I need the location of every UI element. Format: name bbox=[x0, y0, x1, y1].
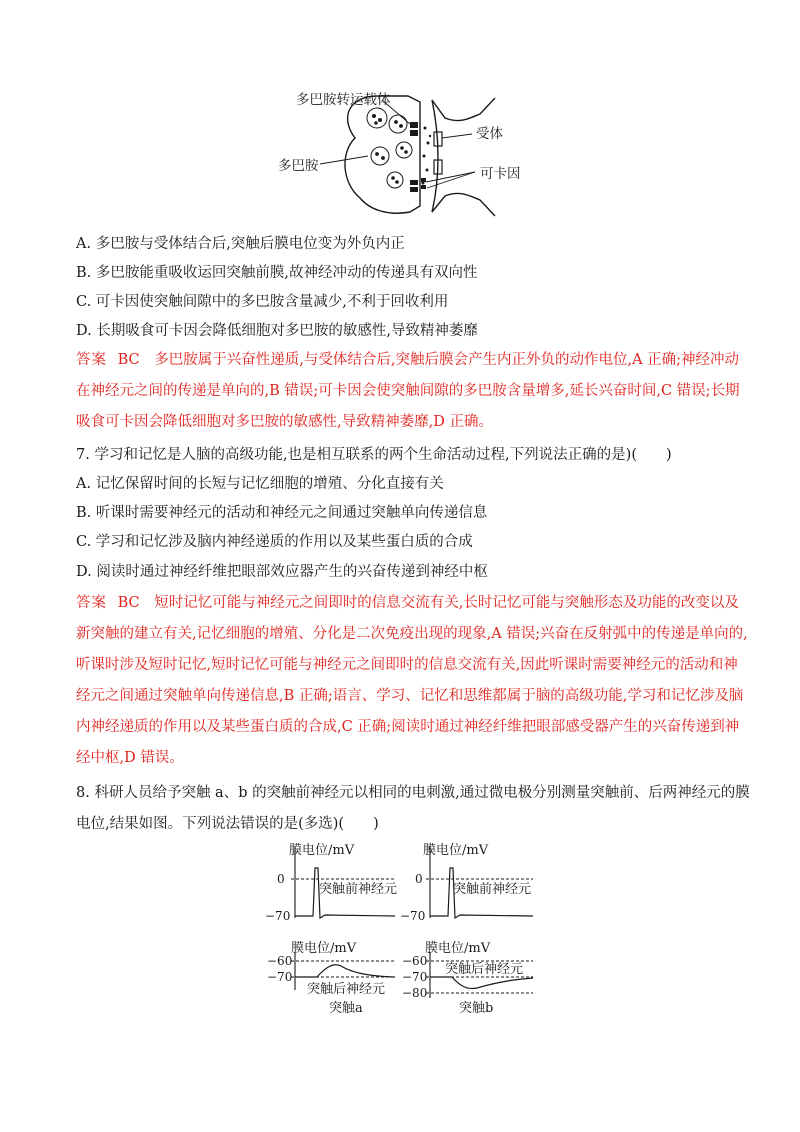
q7-answer-label: 答案 bbox=[76, 595, 107, 611]
q6-answer-line-2: 在神经元之间的传递是单向的,B 错误;可卡因会使突触间隙的多巴胺含量增多,延长兴奋时间,C 错误;长期 bbox=[76, 383, 740, 399]
panel-bottom-right bbox=[402, 940, 533, 1016]
bl-curve-label: 突触后神经元 bbox=[307, 982, 386, 997]
q8-stem-line-1: 8. 科研人员给予突触 a、b 的突触前神经元以相同的电刺激,通过微电极分别测量突触前、后两神经元的膜 bbox=[76, 785, 750, 801]
curve-bottom-right bbox=[430, 977, 533, 989]
q6-answer-label: 答案 bbox=[76, 352, 107, 368]
panel-bottom-left bbox=[267, 940, 395, 1016]
tl-curve-label: 突触前神经元 bbox=[319, 882, 398, 897]
q7-answer-line-2: 新突触的建立有关,记忆细胞的增殖、分化是二次免疫出现的现象,A 错误;兴奋在反射弧中的传递是单向的, bbox=[76, 626, 748, 642]
tr-curve-label: 突触前神经元 bbox=[453, 882, 532, 897]
curve-bottom-left bbox=[295, 965, 395, 977]
transporter bbox=[410, 122, 418, 192]
br-ylabel: 膜电位/mV bbox=[425, 941, 491, 956]
q7-stem: 7. 学习和记忆是人脑的高级功能,也是相互联系的两个生命活动过程,下列说法正确的是)( ) bbox=[76, 447, 672, 463]
q8-stem-line-2: 电位,结果如图。下列说法错误的是(多选)( ) bbox=[76, 816, 379, 832]
bl-caption: 突触a bbox=[329, 1001, 363, 1016]
q7-option-a: A. 记忆保留时间的长短与记忆细胞的增殖、分化直接有关 bbox=[76, 476, 444, 492]
q6-option-b: B. 多巴胺能重吸收运回突触前膜,故神经冲动的传递具有双向性 bbox=[76, 265, 478, 281]
tl-tick-m70: −70 bbox=[265, 909, 291, 923]
br-tick-m60: −60 bbox=[402, 954, 428, 968]
dopamine-dots bbox=[422, 127, 432, 185]
bl-tick-m70: −70 bbox=[267, 970, 293, 984]
q7-answer-text-1: 短时记忆可能与神经元之间即时的信息交流有关,长时记忆可能与突触形态及功能的改变以及 bbox=[154, 595, 739, 611]
q7-answer-line-6: 经中枢,D 错误。 bbox=[76, 750, 184, 766]
panel-top-right bbox=[400, 842, 533, 923]
q6-option-a: A. 多巴胺与受体结合后,突触后膜电位变为外负内正 bbox=[76, 236, 405, 252]
q7-answer-line-5: 内神经递质的作用以及某些蛋白质的合成,C 正确;阅读时通过神经纤维把眼部感受器产生的兴奋传递到神 bbox=[76, 719, 740, 735]
q7-answer-line-3: 听课时涉及短时记忆,短时记忆可能与神经元之间即时的信息交流有关,因此听课时需要神经元的活动和神 bbox=[76, 657, 738, 673]
q7-answer-code: BC bbox=[117, 595, 140, 611]
br-tick-m70: −70 bbox=[402, 970, 428, 984]
bl-ylabel: 膜电位/mV bbox=[291, 941, 357, 956]
tr-tick-0: 0 bbox=[415, 872, 423, 886]
q6-answer-code: BC bbox=[117, 352, 140, 368]
q6-option-c: C. 可卡因使突触间隙中的多巴胺含量减少,不利于回收利用 bbox=[76, 294, 449, 310]
panel-top-left bbox=[265, 842, 397, 923]
br-caption: 突触b bbox=[459, 1001, 494, 1016]
br-curve-label: 突触后神经元 bbox=[445, 962, 524, 977]
q7-option-c: C. 学习和记忆涉及脑内神经递质的作用以及某些蛋白质的合成 bbox=[76, 534, 473, 550]
presynaptic-terminal bbox=[345, 96, 420, 213]
label-dopamine: 多巴胺 bbox=[278, 158, 319, 174]
q7-answer-line-1 bbox=[76, 593, 739, 613]
q6-answer-line-1 bbox=[76, 350, 740, 370]
q7-option-d: D. 阅读时通过神经纤维把眼部效应器产生的兴奋传递到神经中枢 bbox=[76, 564, 488, 580]
q6-option-d: D. 长期吸食可卡因会降低细胞对多巴胺的敏感性,导致精神萎靡 bbox=[76, 323, 478, 339]
tr-tick-m70: −70 bbox=[400, 909, 426, 923]
br-tick-m80: −80 bbox=[402, 986, 428, 1000]
postsynaptic-membrane bbox=[432, 98, 495, 121]
label-receptor: 受体 bbox=[476, 126, 503, 142]
tr-ylabel: 膜电位/mV bbox=[423, 843, 489, 858]
q6-answer-line-3: 吸食可卡因会降低细胞对多巴胺的敏感性,导致精神萎靡,D 正确。 bbox=[76, 414, 493, 430]
label-cocaine: 可卡因 bbox=[480, 166, 521, 182]
q7-option-b: B. 听课时需要神经元的活动和神经元之间通过突触单向传递信息 bbox=[76, 505, 488, 521]
tl-tick-0: 0 bbox=[277, 872, 285, 886]
q7-answer-line-4: 经元之间通过突触单向传递信息,B 正确;语言、学习、记忆和思维都属于脑的高级功能,学习和记忆涉及脑 bbox=[76, 688, 744, 704]
label-transporter: 多巴胺转运载体 bbox=[296, 92, 391, 108]
membrane-potential-figure bbox=[255, 840, 555, 1020]
tl-ylabel: 膜电位/mV bbox=[289, 843, 355, 858]
q6-answer-text-1: 多巴胺属于兴奋性递质,与受体结合后,突触后膜会产生内正外负的动作电位,A 正确;神经冲动 bbox=[154, 352, 740, 368]
bl-tick-m60: −60 bbox=[267, 954, 293, 968]
